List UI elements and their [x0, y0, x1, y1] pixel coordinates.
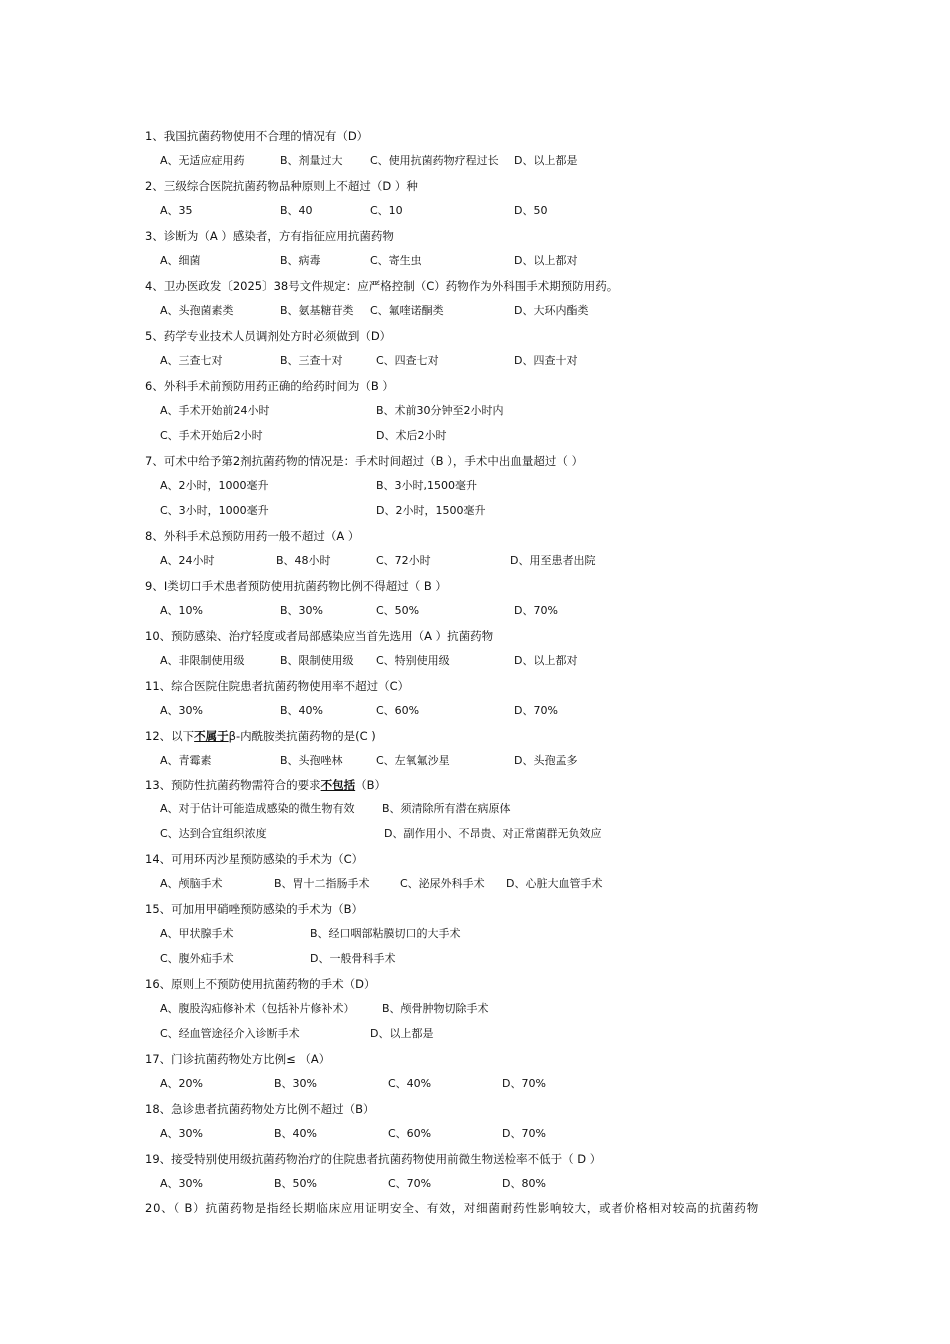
- question-18: 18、急诊患者抗菌药物处方比例不超过（B）: [145, 1102, 375, 1116]
- option-17b: B、30%: [274, 1077, 317, 1090]
- option-13c: C、达到合宜组织浓度: [160, 827, 267, 840]
- question-12-lead: 12、以下: [145, 729, 195, 743]
- option-7b: B、3小时,1500毫升: [376, 479, 478, 492]
- question-15: 15、可加用甲硝唑预防感染的手术为（B）: [145, 902, 364, 916]
- option-10a: A、非限制使用级: [160, 654, 245, 667]
- option-17d: D、70%: [502, 1077, 546, 1090]
- option-12a: A、青霉素: [160, 754, 212, 767]
- option-4b: B、氨基糖苷类: [280, 304, 354, 317]
- question-12-tail: β-内酰胺类抗菌药物的是(C ): [228, 729, 376, 743]
- question-13-lead: 13、预防性抗菌药物需符合的要求: [145, 778, 321, 792]
- option-4d: D、大环内酯类: [514, 304, 589, 317]
- option-9b: B、30%: [280, 604, 323, 617]
- option-13b: B、须清除所有潜在病原体: [382, 802, 511, 815]
- option-8a: A、24小时: [160, 554, 215, 567]
- option-2b: B、40: [280, 204, 313, 217]
- option-16c: C、经血管途径介入诊断手术: [160, 1027, 300, 1040]
- option-18c: C、60%: [388, 1127, 432, 1140]
- option-5b: B、三查十对: [280, 354, 343, 367]
- question-7: 7、可术中给予第2剂抗菌药物的情况是：手术时间超过（B ），手术中出血量超过（ ）: [145, 454, 584, 468]
- option-1c: C、使用抗菌药物疗程过长: [370, 154, 499, 167]
- option-5a: A、三查七对: [160, 354, 223, 367]
- question-13-tail: （B）: [355, 778, 387, 792]
- option-3d: D、以上都对: [514, 254, 578, 267]
- option-11c: C、60%: [376, 704, 420, 717]
- option-6c: C、手术开始后2小时: [160, 429, 263, 442]
- option-11b: B、40%: [280, 704, 323, 717]
- question-9: 9、Ⅰ类切口手术患者预防使用抗菌药物比例不得超过（ B ）: [145, 579, 447, 593]
- option-14d: D、心脏大血管手术: [506, 877, 603, 890]
- option-5c: C、四查七对: [376, 354, 439, 367]
- option-12b: B、头孢唑林: [280, 754, 343, 767]
- option-6b: B、术前30分钟至2小时内: [376, 404, 504, 417]
- option-19d: D、80%: [502, 1177, 546, 1190]
- option-1b: B、剂量过大: [280, 154, 343, 167]
- option-18b: B、40%: [274, 1127, 317, 1140]
- question-16: 16、原则上不预防使用抗菌药物的手术（D）: [145, 977, 376, 991]
- option-14c: C、泌尿外科手术: [400, 877, 485, 890]
- option-10b: B、限制使用级: [280, 654, 354, 667]
- option-7c: C、3小时，1000毫升: [160, 504, 269, 517]
- option-11d: D、70%: [514, 704, 558, 717]
- option-13a: A、对于估计可能造成感染的微生物有效: [160, 802, 355, 815]
- option-18d: D、70%: [502, 1127, 546, 1140]
- option-1d: D、以上都是: [514, 154, 578, 167]
- option-12c: C、左氧氟沙星: [376, 754, 450, 767]
- option-7a: A、2小时，1000毫升: [160, 479, 269, 492]
- option-11a: A、30%: [160, 704, 203, 717]
- option-7d: D、2小时，1500毫升: [376, 504, 486, 517]
- question-6: 6、外科手术前预防用药正确的给药时间为（B ）: [145, 379, 394, 393]
- question-20: 20、（ B）抗菌药物是指经长期临床应用证明安全、有效，对细菌耐药性影响较大，或者价格相对较高的抗菌药物: [145, 1201, 760, 1215]
- question-19: 19、接受特别使用级抗菌药物治疗的住院患者抗菌药物使用前微生物送检率不低于（ D ）: [145, 1152, 602, 1166]
- question-3: 3、诊断为（A ）感染者，方有指征应用抗菌药物: [145, 229, 394, 243]
- option-19a: A、30%: [160, 1177, 203, 1190]
- option-2d: D、50: [514, 204, 548, 217]
- question-12-emphasis: 不属于: [194, 729, 229, 743]
- question-8: 8、外科手术总预防用药一般不超过（A ）: [145, 529, 360, 543]
- option-3b: B、病毒: [280, 254, 321, 267]
- option-17a: A、20%: [160, 1077, 203, 1090]
- question-17: 17、门诊抗菌药物处方比例≤ （A）: [145, 1052, 331, 1066]
- question-12: [145, 728, 376, 744]
- option-19c: C、70%: [388, 1177, 432, 1190]
- question-13-emphasis: 不包括: [320, 778, 356, 792]
- option-8b: B、48小时: [276, 554, 331, 567]
- option-4a: A、头孢菌素类: [160, 304, 234, 317]
- option-1a: A、无适应症用药: [160, 154, 245, 167]
- question-2: 2、三级综合医院抗菌药物品种原则上不超过（D ）种: [145, 179, 418, 193]
- option-13d: D、副作用小、不昂贵、对正常菌群无负效应: [384, 827, 602, 840]
- option-15d: D、一般骨科手术: [310, 952, 396, 965]
- question-10: 10、预防感染、治疗轻度或者局部感染应当首先选用（A ）抗菌药物: [145, 629, 494, 643]
- option-3a: A、细菌: [160, 254, 201, 267]
- option-16b: B、颅骨肿物切除手术: [382, 1002, 489, 1015]
- option-4c: C、氟喹诺酮类: [370, 304, 444, 317]
- option-2c: C、10: [370, 204, 403, 217]
- option-16a: A、腹股沟疝修补术（包括补片修补术）: [160, 1002, 355, 1015]
- question-4: 4、卫办医政发〔2025〕38号文件规定：应严格控制（C）药物作为外科围手术期预防用药。: [145, 279, 619, 293]
- option-9c: C、50%: [376, 604, 420, 617]
- option-10d: D、以上都对: [514, 654, 578, 667]
- option-6d: D、术后2小时: [376, 429, 447, 442]
- question-11: 11、综合医院住院患者抗菌药物使用率不超过（C）: [145, 679, 410, 693]
- option-19b: B、50%: [274, 1177, 317, 1190]
- option-12d: D、头孢孟多: [514, 754, 578, 767]
- option-14b: B、胃十二指肠手术: [274, 877, 370, 890]
- option-10c: C、特别使用级: [376, 654, 450, 667]
- option-9d: D、70%: [514, 604, 558, 617]
- option-9a: A、10%: [160, 604, 203, 617]
- option-15a: A、甲状腺手术: [160, 927, 234, 940]
- option-2a: A、35: [160, 204, 193, 217]
- option-14a: A、颅脑手术: [160, 877, 223, 890]
- option-17c: C、40%: [388, 1077, 432, 1090]
- question-1: 1、我国抗菌药物使用不合理的情况有（D）: [145, 129, 369, 143]
- option-3c: C、寄生虫: [370, 254, 422, 267]
- question-14: 14、可用环丙沙星预防感染的手术为（C）: [145, 852, 364, 866]
- option-15c: C、腹外疝手术: [160, 952, 234, 965]
- option-16d: D、以上都是: [370, 1027, 434, 1040]
- question-5: 5、药学专业技术人员调剂处方时必须做到（D）: [145, 329, 392, 343]
- option-6a: A、手术开始前24小时: [160, 404, 270, 417]
- option-18a: A、30%: [160, 1127, 203, 1140]
- option-15b: B、经口咽部粘膜切口的大手术: [310, 927, 461, 940]
- question-13: [145, 777, 386, 793]
- option-8d: D、用至患者出院: [510, 554, 596, 567]
- option-8c: C、72小时: [376, 554, 431, 567]
- option-5d: D、四查十对: [514, 354, 578, 367]
